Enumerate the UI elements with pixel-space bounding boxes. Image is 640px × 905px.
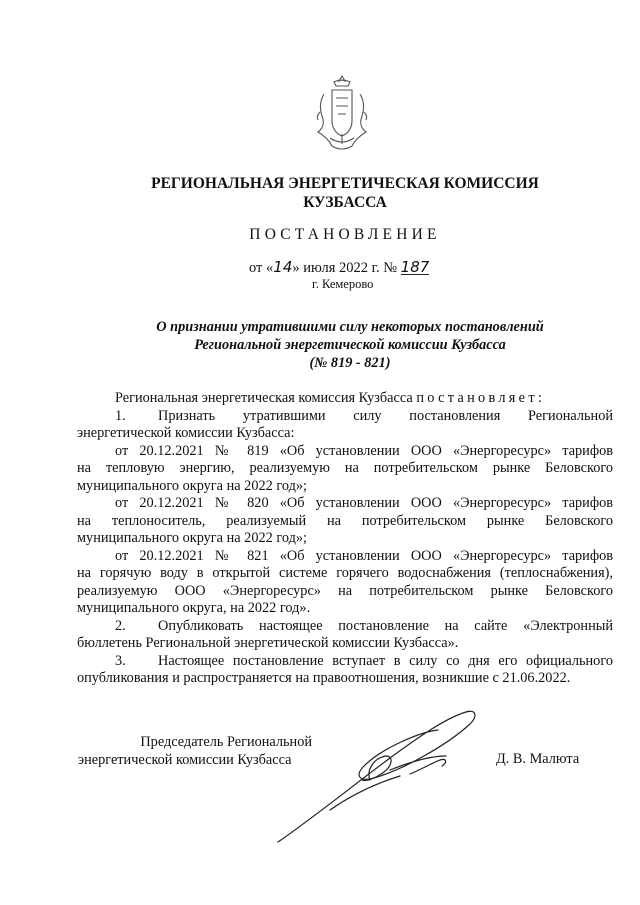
item1-line2: энергетической комиссии Кузбасса: [77,425,295,441]
intro-spaced: постановляет: [416,390,546,406]
org-title-line2: КУЗБАССА [303,194,387,211]
date-prefix: от « [249,260,274,276]
date-mid: » июля 2022 г. № [292,260,398,276]
resolution-821-line2: на горячую воду в открытой системе горячего водоснабжения (теплоснабжения), [77,565,613,581]
document-type: ПОСТАНОВЛЕНИЕ [249,226,441,243]
signatory-title-line1: Председатель Региональной [140,734,312,750]
body-text [77,390,613,688]
resolution-820-line2: на теплоноситель, реализуемый на потребительском рынке Беловского [77,512,613,529]
resolution-821-line3: реализуемую ООО «Энергоресурс» на потребительском рынке Беловского [77,582,613,599]
item3-number: 3. [115,652,126,669]
resolution-819-line1: от 20.12.2021 № 819 «Об установлении ООО «Энергоресурс» тарифов [115,442,613,459]
item1-text: Признать утратившими силу постановления Региональной [158,407,613,424]
date-line [249,258,429,277]
org-title-line1: РЕГИОНАЛЬНАЯ ЭНЕРГЕТИЧЕСКАЯ КОМИССИЯ [151,175,539,192]
subject-line1: О признании утратившими силу некоторых постановлений [156,319,544,335]
item3-line2: опубликования и распространяется на правоотношения, возникшие с 21.06.2022. [77,670,571,686]
resolution-819-line3: муниципального округа на 2022 год»; [77,477,307,494]
resolution-820-line1: от 20.12.2021 № 820 «Об установлении ООО «Энергоресурс» тарифов [115,495,613,511]
item2-line2: бюллетень Региональной энергетической комиссии Кузбасса». [77,635,459,651]
coat-of-arms-icon [310,72,374,152]
resolution-821-line4: муниципального округа, на 2022 год». [77,600,311,616]
item3-line1 [77,653,613,671]
item2-text: Опубликовать настоящее постановление на сайте «Электронный [158,617,613,634]
resolution-821-line1: от 20.12.2021 № 821 «Об установлении ООО «Энергоресурс» тарифов [115,547,613,564]
item2-line1 [77,618,613,636]
resolution-820-line3: муниципального округа на 2022 год»; [77,530,307,546]
handwritten-day: 14 [273,258,293,276]
item2-number: 2. [115,617,126,634]
subject-line2: Региональной энергетической комиссии Кузбасса [194,337,506,353]
intro-text: Региональная энергетическая комиссия Кузбасса [115,390,413,406]
subject-line3: (№ 819 - 821) [309,355,391,371]
intro-line [77,390,613,408]
signatory-name: Д. В. Малюта [496,751,580,767]
item3-text: Настоящее постановление вступает в силу со дня его официального [158,652,613,669]
item1-number: 1. [115,407,126,424]
signatory-title-line2: энергетической комиссии Кузбасса [78,751,292,768]
resolution-819-line2: на тепловую энергию, реализуемую на потребительском рынке Беловского [77,460,613,476]
handwritten-number: 187 [400,258,430,276]
city: г. Кемерово [312,277,374,291]
item1-line1 [77,408,613,426]
handwritten-signature [270,700,490,850]
